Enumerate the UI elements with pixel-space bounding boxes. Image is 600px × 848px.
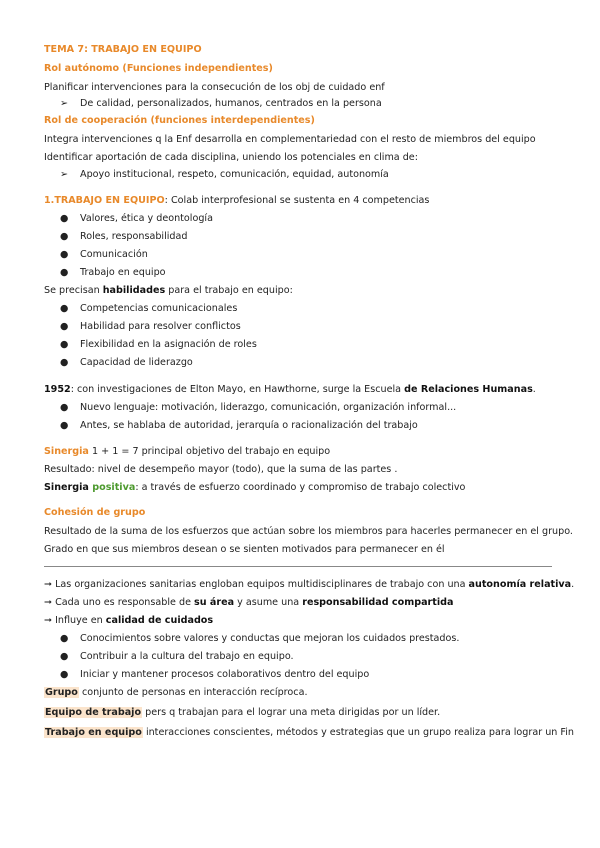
calidad-bullet: Iniciar y mantener procesos colaborativos dentro del equipo <box>80 669 370 680</box>
sinergia-pos-text: : a través de esfuerzo coordinado y compromiso de trabajo colectivo <box>135 482 466 493</box>
competencia-item: Valores, ética y deontología <box>80 213 213 224</box>
arrow1-end: . <box>571 579 575 590</box>
sinergia-pos-word: Sinergia <box>44 482 93 493</box>
rol-autonomo-text: Planificar intervenciones para la consecución de los obj de cuidado enf <box>44 82 385 93</box>
section1-line <box>44 195 429 207</box>
arrowhead-icon: ➢ <box>60 98 69 109</box>
sinergia-word: Sinergia <box>44 446 89 457</box>
sinergia-positiva-line <box>44 482 465 494</box>
arrow2-pre: ➞ Cada uno es responsable de <box>44 597 195 608</box>
bullet-icon: ● <box>60 303 69 314</box>
arrow1-pre: ➞ Las organizaciones sanitarias engloban equipos multidisciplinares de trabajo con una <box>44 579 469 590</box>
bullet-icon: ● <box>60 213 69 224</box>
rol-cooperacion-text1: Integra intervenciones q la Enf desarrolla en complementariedad con el resto de miembros del equipo <box>44 134 536 145</box>
arrow3-pre: ➞ Influye en <box>44 615 106 626</box>
rol-autonomo-bullet: De calidad, personalizados, humanos, centrados en la persona <box>80 98 382 109</box>
history-end: . <box>532 384 536 395</box>
habilidades-intro <box>44 285 293 297</box>
horizontal-divider <box>44 566 552 567</box>
sinergia-text: 1 + 1 = 7 principal objetivo del trabajo en equipo <box>88 446 331 457</box>
rol-autonomo-heading: Rol autónomo (Funciones independientes) <box>44 63 273 74</box>
habilidades-post: para el trabajo en equipo: <box>165 285 293 296</box>
cohesion-text2: Grado en que sus miembros desean o se sienten motivados para permanecer en él <box>44 544 445 555</box>
habilidades-bold: habilidades <box>102 285 166 296</box>
calidad-bullet: Conocimientos sobre valores y conductas que mejoran los cuidados prestados. <box>80 633 460 644</box>
arrow2-bold1: su área <box>194 597 235 608</box>
history-year: 1952 <box>44 384 71 395</box>
arrow3-bold: calidad de cuidados <box>105 615 214 626</box>
definition-term: Grupo <box>45 687 78 698</box>
competencia-item: Roles, responsabilidad <box>80 231 188 242</box>
history-bullet: Nuevo lenguaje: motivación, liderazgo, comunicación, organización informal... <box>80 402 457 413</box>
bullet-icon: ● <box>60 357 69 368</box>
bullet-icon: ● <box>60 267 69 278</box>
arrow2-bold2: responsabilidad compartida <box>302 597 454 608</box>
competencia-item: Trabajo en equipo <box>80 267 166 278</box>
history-text: : con investigaciones de Elton Mayo, en Hawthorne, surge la Escuela <box>70 384 405 395</box>
bullet-icon: ● <box>60 420 69 431</box>
bullet-icon: ● <box>60 651 69 662</box>
bullet-icon: ● <box>60 321 69 332</box>
competencia-item: Comunicación <box>80 249 148 260</box>
bullet-icon: ● <box>60 402 69 413</box>
sinergia-pos-green: positiva <box>92 482 136 493</box>
arrow-line-2 <box>44 597 453 609</box>
arrow-line-1 <box>44 579 574 591</box>
section1-text: : Colab interprofesional se sustenta en 4 competencias <box>164 195 430 206</box>
history-bold: de Relaciones Humanas <box>404 384 533 395</box>
history-bullet: Antes, se hablaba de autoridad, jerarquía o racionalización del trabajo <box>80 420 418 431</box>
definition-term: Trabajo en equipo <box>45 727 142 738</box>
habilidades-pre: Se precisan <box>44 285 103 296</box>
bullet-icon: ● <box>60 249 69 260</box>
definition-grupo <box>44 687 308 699</box>
cohesion-text1: Resultado de la suma de los esfuerzos que actúan sobre los miembros para hacerles permanecer en el grupo. <box>44 526 573 537</box>
rol-cooperacion-bullet: Apoyo institucional, respeto, comunicación, equidad, autonomía <box>80 169 389 180</box>
arrow2-mid: y asume una <box>234 597 303 608</box>
definition-trabajo <box>44 727 574 739</box>
section1-heading: 1.TRABAJO EN EQUIPO <box>44 195 165 206</box>
habilidad-item: Capacidad de liderazgo <box>80 357 193 368</box>
definition-text: pers q trabajan para el lograr una meta dirigidas por un líder. <box>142 707 441 718</box>
rol-cooperacion-heading: Rol de cooperación (funciones interdependientes) <box>44 115 315 126</box>
calidad-bullet: Contribuir a la cultura del trabajo en equipo. <box>80 651 294 662</box>
bullet-icon: ● <box>60 669 69 680</box>
definition-text: interacciones conscientes, métodos y estrategias que un grupo realiza para lograr un Fin <box>142 727 574 738</box>
arrow1-bold: autonomía relativa <box>468 579 572 590</box>
bullet-icon: ● <box>60 339 69 350</box>
rol-cooperacion-text2: Identificar aportación de cada disciplina, uniendo los potenciales en clima de: <box>44 152 418 163</box>
page-title: TEMA 7: TRABAJO EN EQUIPO <box>44 44 202 55</box>
habilidad-item: Habilidad para resolver conflictos <box>80 321 241 332</box>
habilidad-item: Competencias comunicacionales <box>80 303 238 314</box>
definition-term: Equipo de trabajo <box>45 707 142 718</box>
cohesion-heading: Cohesión de grupo <box>44 507 146 518</box>
habilidad-item: Flexibilidad en la asignación de roles <box>80 339 257 350</box>
definition-text: conjunto de personas en interacción recíproca. <box>78 687 308 698</box>
bullet-icon: ● <box>60 633 69 644</box>
arrowhead-icon: ➢ <box>60 169 69 180</box>
arrow-line-3 <box>44 615 213 627</box>
bullet-icon: ● <box>60 231 69 242</box>
sinergia-line <box>44 446 330 458</box>
definition-equipo <box>44 707 440 719</box>
history-line <box>44 384 536 396</box>
sinergia-resultado: Resultado: nivel de desempeño mayor (todo), que la suma de las partes . <box>44 464 398 475</box>
